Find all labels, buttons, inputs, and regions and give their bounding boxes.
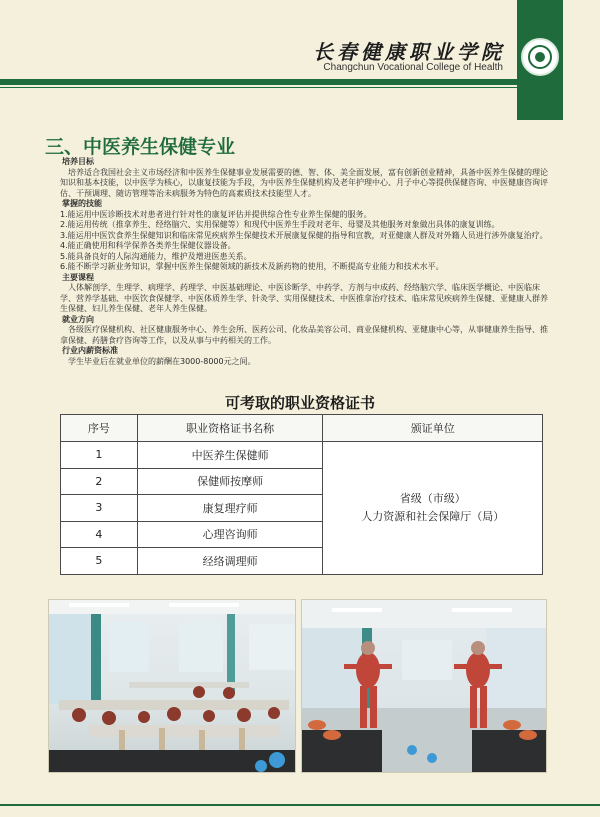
- college-name-en: Changchun Vocational College of Health: [323, 62, 503, 73]
- certificate-name: 保健师按摩师: [137, 468, 323, 495]
- table-row: [61, 442, 543, 469]
- certificate-name: 康复理疗师: [137, 495, 323, 522]
- issuer-line-2: 人力资源和社会保障厅（局）: [361, 509, 505, 523]
- skill-item: 3.能运用中医饮食养生保健知识和临床常见疾病养生保健技术开展康复保健的指导和宣教，对亚健康人群及对外籍人员进行涉外康复治疗。: [60, 230, 548, 240]
- column-header-certificate: 职业资格证书名称: [137, 415, 323, 442]
- row-number: 2: [61, 468, 138, 495]
- skill-item: 6.能不断学习新业务知识，掌握中医养生保健领域的新技术及新药物的使用，不断提高专业能力和技术水平。: [60, 262, 444, 271]
- table-header-row: [61, 415, 543, 442]
- section-title: 三、中医养生保健专业: [45, 137, 236, 158]
- program-description: [60, 157, 550, 367]
- row-number: 3: [61, 495, 138, 522]
- footer-rule: [0, 804, 600, 806]
- issuing-authority: [323, 442, 543, 575]
- skill-item: 5.能具备良好的人际沟通能力，维护及增进医患关系。: [60, 251, 252, 261]
- skill-item: 1.能运用中医诊断技术对患者进行针对性的康复评估并提供综合性专业养生保健的服务。: [60, 209, 372, 219]
- employment-text: 各级医疗保健机构、社区健康服务中心、养生会所、医药公司、化妆品美容公司、商业保健机构、亚健康中心等，从事健康养生指导、推拿保健、药膳食疗咨询等工作，以及从事与中药相关的工作。: [60, 325, 548, 345]
- lab-illustration: [302, 600, 546, 772]
- classroom-illustration: [49, 600, 295, 772]
- column-header-issuer: 颁证单位: [323, 415, 543, 442]
- column-header-no: 序号: [61, 415, 138, 442]
- employment-heading: 就业方向: [62, 314, 94, 324]
- skill-item: 4.能正确使用和科学保养各类养生保健仪器设备。: [60, 241, 236, 250]
- goal-heading: 培养目标: [62, 157, 94, 166]
- human-muscle-models-lab-photo: [301, 599, 547, 773]
- goal-text: 培养适合我国社会主义市场经济和中医养生保健事业发展需要的德、智、体、美全面发展，富有创新创业精神，具备中医养生保健的理论知识和基本技能，以中医学为核心，以康复技能为手段，为中医养生保健机构及老年护理中心、月子中心等提供保健咨询、中医健康咨询评估、干预调理、随访管理等治未病服务为特色的高素质技术技能型人才。: [60, 167, 548, 198]
- row-number: 4: [61, 521, 138, 548]
- courses-text: 人体解剖学、生理学、病理学、药理学、中医基础理论、中医诊断学、中药学、方剂与中成药、经络脑穴学、临床医学概论、中医临床学、营养学基础、中医饮食保健学、中医体质养生学、针灸学、实用保健技术、中医推拿治疗技术、临床常见疾病养生保健、亚健康人群养生保健、妇儿养生保健、老年人养生保健。: [60, 283, 548, 313]
- college-seal-icon: [521, 38, 559, 76]
- row-number: 1: [61, 442, 138, 469]
- courses-heading: 主要课程: [62, 272, 94, 282]
- certificate-name: 中医养生保健师: [137, 442, 323, 469]
- certificate-name: 经络调理师: [137, 548, 323, 575]
- issuer-line-1: 省级（市级）: [399, 491, 466, 505]
- skill-item: 2.能运用传统（推拿养生、经络脑穴、实用保健等）和现代中医养生手段对老年、母婴及其他服务对象做出具体的康复训练。: [60, 220, 500, 229]
- row-number: 5: [61, 548, 138, 575]
- salary-text: 学生毕业后在就业单位的薪酬在3000-8000元之间。: [68, 356, 256, 366]
- salary-heading: 行业内薪资标准: [62, 346, 118, 355]
- header-rule-thin: [0, 87, 517, 88]
- anatomy-models-classroom-photo: [48, 599, 296, 773]
- header-rule-thick: [0, 79, 517, 85]
- certificates-table: [60, 414, 543, 575]
- certificate-name: 心理咨询师: [137, 521, 323, 548]
- college-name-cn: 长春健康职业学院: [313, 40, 505, 64]
- skills-heading: 掌握的技能: [62, 199, 102, 208]
- certificates-title: 可考取的职业资格证书: [224, 395, 375, 412]
